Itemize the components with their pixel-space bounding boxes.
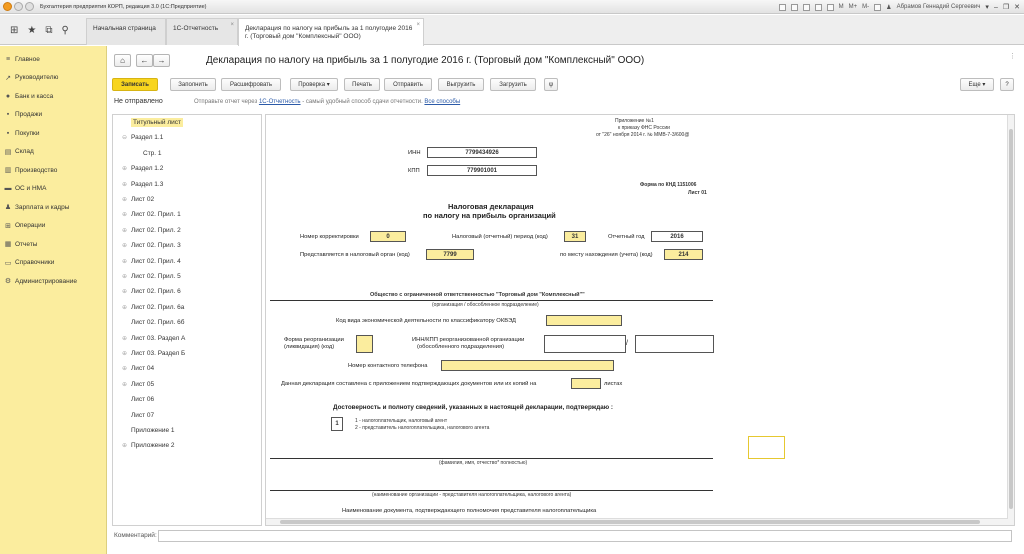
sidebar-item-label: Главное [15, 55, 40, 63]
book-icon: ▭ [4, 259, 12, 267]
sidebar-item-label: Зарплата и кадры [15, 203, 70, 211]
sidebar-item-main[interactable] [0, 50, 106, 69]
pages-label: листах [604, 381, 623, 387]
window-title-bar [0, 0, 1024, 14]
expand-icon[interactable]: ⊕ [122, 443, 128, 450]
reorg-inn-label: ИНН/КПП реорганизованной организации [412, 337, 525, 343]
toolbar-icon[interactable] [791, 4, 798, 11]
user-icon: ♟ [886, 4, 892, 11]
confirm-title: Достоверность и полноту сведений, указанных в настоящей декларации, подтверждаю : [333, 404, 613, 411]
apps-grid-icon[interactable]: ⊞ [10, 24, 19, 36]
tree-node-label: Лист 02. Прил. 6 [131, 288, 181, 296]
operations-icon: ⊞ [5, 222, 11, 230]
user-name[interactable]: Абрамов Геннадий Сергеевич [896, 4, 981, 10]
okved-label: Код вида экономической деятельности по классификатору ОКВЭД [336, 318, 516, 324]
tree-node[interactable] [122, 181, 163, 193]
more-options-icon[interactable]: ⋮ [1009, 53, 1016, 60]
expand-icon[interactable]: ⊕ [122, 381, 128, 388]
inn-field[interactable]: 7799434926 [427, 147, 537, 158]
cart-icon: ▪ [6, 129, 10, 137]
factory-icon: ▥ [4, 167, 12, 175]
tree-node-label: Лист 02. Прил. 2 [131, 226, 181, 234]
tree-node-label: Титульный лист [133, 119, 182, 126]
tree-node[interactable] [122, 335, 185, 347]
tree-node[interactable] [122, 365, 154, 377]
tree-node-label: Лист 07 [131, 411, 155, 419]
coin-icon: ● [5, 92, 11, 100]
tree-node-label: Лист 03. Раздел А [131, 334, 186, 342]
appendix-label: от "26" ноября 2014 г. № ММВ-7-3/600@ [596, 132, 690, 138]
help-button[interactable]: ? [1000, 78, 1014, 91]
expand-icon[interactable]: ⊕ [122, 274, 128, 280]
sidebar-item-label: Покупки [15, 129, 40, 137]
appendix-label: к приказу ФНС России [618, 125, 670, 131]
sidebar-item-label: Продажи [15, 111, 43, 119]
authority-label: Представляется в налоговый орган (код) [300, 252, 410, 258]
sidebar-item-director[interactable] [0, 69, 106, 88]
tree-node[interactable] [122, 288, 181, 300]
scroll-thumb[interactable] [280, 520, 980, 524]
phone-label: Номер контактного телефона [348, 363, 428, 369]
toolbar-icon[interactable] [803, 4, 810, 11]
tree-node-label: Лист 02. Прил. 5 [131, 273, 181, 280]
tree-node[interactable] [122, 165, 163, 177]
home-icon[interactable]: ⌂ [114, 54, 131, 67]
fio-underline [270, 458, 713, 459]
tab-label: 1С-Отчетность [173, 25, 219, 32]
signer-option: 1 - налогоплательщик, налоговый агент [355, 418, 448, 424]
close-tab-icon[interactable]: × [416, 22, 420, 28]
tree-node-label: Раздел 1.3 [131, 180, 164, 188]
memory-minus-button[interactable]: M- [862, 4, 870, 10]
expand-icon[interactable]: ⊕ [122, 304, 128, 311]
tree-node[interactable] [122, 258, 181, 270]
okved-field[interactable] [546, 315, 622, 326]
sidebar [0, 46, 107, 554]
check-button[interactable] [290, 78, 338, 91]
gear-icon: ⚙ [4, 278, 12, 286]
period-label: Налоговый (отчетный) период (код) [452, 234, 548, 240]
sidebar-item-assets[interactable] [0, 180, 106, 199]
reorg-label: (ликвидация) (код) [284, 344, 335, 350]
forward-arrow-icon[interactable]: → [153, 54, 170, 67]
reorg-inn-field[interactable] [544, 335, 626, 353]
send-button[interactable]: Отправить [384, 78, 432, 91]
tree-node-label: Лист 03. Раздел Б [131, 350, 186, 357]
expand-icon[interactable]: ⊕ [122, 258, 128, 265]
maximize-button[interactable]: ❐ [1002, 4, 1010, 11]
section-tree [112, 114, 262, 526]
tree-node[interactable] [122, 227, 181, 239]
sidebar-item-payroll[interactable] [0, 198, 106, 217]
barcode-placeholder [748, 436, 785, 459]
expand-icon[interactable]: ⊕ [122, 243, 128, 250]
form-header [108, 46, 1024, 94]
attach-icon[interactable]: ψ [544, 78, 558, 91]
reorg-label: Форма реорганизации [284, 337, 344, 343]
back-arrow-icon[interactable]: ← [136, 54, 153, 67]
print-button[interactable]: Печать [344, 78, 380, 91]
sidebar-item-label: Справочники [15, 259, 55, 267]
appendix-label: Приложение №1 [615, 118, 654, 124]
sidebar-item-label: Производство [15, 166, 58, 174]
favorites-star-icon[interactable]: ★ [27, 24, 37, 36]
tree-node[interactable] [122, 304, 184, 316]
sheet-number: Лист 01 [688, 190, 707, 196]
app-logo-icon[interactable] [3, 2, 12, 11]
collapse-icon[interactable]: ⊖ [122, 135, 128, 142]
sales-icon: ▪ [6, 111, 10, 119]
signer-option: 2 - представитель налогоплательщика, налогового агента [355, 425, 490, 431]
tree-node-label: Раздел 1.2 [131, 165, 164, 173]
expand-icon[interactable]: ⊕ [122, 181, 128, 188]
toolbar-icon[interactable] [827, 4, 834, 11]
hint-text: Отправьте отчет через [194, 99, 258, 105]
history-icon[interactable]: ⧉ [45, 24, 53, 36]
menu-chevron-icon[interactable]: ▾ [985, 4, 989, 11]
tab-declaration[interactable] [238, 18, 424, 46]
send-status-bar [108, 96, 1024, 109]
tree-node[interactable] [122, 134, 163, 146]
tree-node-label: Лист 02. Прил. 6б [131, 319, 185, 327]
tree-node[interactable] [122, 412, 154, 424]
period-field[interactable]: 31 [564, 231, 586, 242]
tree-node[interactable] [122, 427, 175, 439]
tree-node[interactable] [122, 350, 185, 362]
expand-icon[interactable]: ⊕ [122, 227, 128, 234]
expand-icon[interactable]: ⊕ [122, 166, 128, 173]
org-name[interactable]: Общество с ограниченной ответственностью "Торговый дом "Комплексный"" [370, 292, 585, 298]
tab-label: Декларация по налогу на прибыль за 1 полугодие 2016 г. (Торговый дом "Комплексный" ООО) [245, 25, 413, 40]
export-button[interactable]: Выгрузить [438, 78, 484, 91]
expand-icon[interactable]: ⊕ [122, 335, 128, 342]
declaration-document [265, 114, 1015, 526]
tree-node-label: Раздел 1.1 [131, 134, 164, 142]
sidebar-item-label: ОС и НМА [15, 185, 47, 193]
calendar-icon[interactable] [874, 4, 881, 11]
person-icon: ♟ [4, 204, 12, 212]
org-caption: (организация / обособленное подразделение) [432, 302, 539, 308]
scroll-thumb[interactable] [1009, 129, 1013, 509]
tree-node-label: Стр. 1 [143, 149, 162, 157]
signer-code-field[interactable]: 1 [331, 417, 343, 431]
send-hint [194, 99, 460, 105]
truck-icon: ▬ [4, 185, 12, 193]
memory-plus-button[interactable]: M+ [848, 4, 858, 10]
trend-icon: ↗ [5, 74, 11, 82]
authority-field[interactable]: 7799 [426, 249, 474, 260]
tab-label: Начальная страница [93, 25, 156, 32]
attachments-pages-field[interactable] [571, 378, 601, 389]
correction-label: Номер корректировки [300, 234, 359, 240]
chevron-down-icon: ▾ [325, 82, 330, 88]
reorg-kpp-field[interactable] [635, 335, 714, 353]
rep-underline [270, 490, 713, 491]
toolbar-icon[interactable] [779, 4, 786, 11]
sidebar-item-label: Администрирование [15, 277, 77, 285]
reorg-inn-label: (обособленного подразделения) [417, 344, 505, 350]
expand-icon[interactable]: ⊕ [122, 197, 128, 203]
page-title: Декларация по налогу на прибыль за 1 полугодие 2016 г. (Торговый дом "Комплексный" ООО) [206, 55, 645, 66]
check-label: Проверка [298, 81, 326, 88]
tree-node[interactable] [122, 119, 183, 131]
org-name-underline [270, 300, 713, 301]
tree-node[interactable] [122, 442, 175, 454]
toolbar-icon[interactable] [815, 4, 822, 11]
tab-bar [0, 15, 1024, 45]
location-label: по месту нахождения (учета) (код) [560, 252, 653, 258]
comment-label: Комментарий: [114, 532, 157, 539]
chart-icon: ▦ [4, 241, 12, 249]
tab-1c-reporting[interactable] [166, 18, 238, 45]
sidebar-item-operations[interactable] [0, 217, 106, 236]
sidebar-item-reports[interactable] [0, 235, 106, 254]
tree-node-label: Лист 02. Прил. 3 [131, 242, 181, 250]
send-status: Не отправлено [114, 98, 163, 105]
tree-node-label: Приложение 2 [131, 442, 175, 450]
import-button[interactable]: Загрузить [490, 78, 536, 91]
sidebar-item-catalogs[interactable] [0, 254, 106, 273]
decode-button[interactable]: Расшифровать [221, 78, 281, 91]
tree-node[interactable] [122, 196, 154, 208]
reporting-link[interactable]: 1С-Отчетность [258, 99, 301, 105]
tree-node[interactable] [122, 242, 181, 254]
tree-node[interactable] [122, 319, 184, 331]
tree-node-label: Лист 04 [131, 365, 155, 373]
form-code: Форма по КНД 1151006 [640, 182, 697, 188]
expand-icon[interactable]: ⊕ [122, 351, 128, 357]
menu-icon: ≡ [5, 55, 11, 63]
tree-node-label: Лист 02. Прил. 6а [131, 303, 185, 311]
more-label: Еще [968, 81, 981, 88]
sidebar-item-admin[interactable] [0, 272, 106, 291]
tree-node-label: Лист 02. Прил. 4 [131, 257, 181, 265]
tree-node-label: Лист 06 [131, 396, 155, 404]
chevron-down-icon: ▾ [980, 82, 986, 88]
inn-label: ИНН [408, 150, 421, 156]
expand-icon[interactable]: ⊕ [122, 212, 128, 219]
reorg-field[interactable] [356, 335, 373, 353]
tree-node-label: Лист 02. Прил. 1 [131, 211, 181, 219]
declaration-title: Налоговая декларация [448, 202, 534, 211]
memory-button[interactable]: M [838, 4, 844, 10]
sidebar-item-label: Руководителю [15, 74, 59, 82]
tree-node-label: Приложение 1 [131, 427, 175, 434]
rep-caption: (наименование организации - представителя налогоплательщика, налогового агента) [372, 492, 572, 498]
tree-node[interactable] [122, 211, 181, 223]
tree-node[interactable] [122, 273, 181, 285]
sidebar-item-label: Банк и касса [15, 92, 54, 100]
tree-node[interactable] [122, 381, 154, 393]
sidebar-item-label: Склад [15, 148, 34, 156]
all-methods-link[interactable]: Все способы [424, 99, 461, 105]
comment-input[interactable] [158, 530, 1012, 542]
phone-field[interactable] [441, 360, 614, 371]
expand-icon[interactable]: ⊕ [122, 289, 128, 296]
tab-home[interactable] [86, 18, 166, 45]
separator: / [626, 340, 628, 347]
location-field[interactable]: 214 [664, 249, 703, 260]
fio-caption: (фамилия, имя, отчество* полностью) [439, 460, 528, 466]
sidebar-item-label: Операции [15, 222, 46, 230]
close-button[interactable]: ✕ [1014, 4, 1020, 11]
declaration-subtitle: по налогу на прибыль организаций [423, 211, 556, 220]
horizontal-scrollbar[interactable] [266, 518, 1008, 525]
sidebar-item-sales[interactable] [0, 106, 106, 125]
doc-caption: Наименование документа, подтверждающего полномочия представителя налогоплательщика [342, 508, 597, 514]
kpp-label: КПП [408, 168, 420, 174]
app-title: Бухгалтерия предприятия КОРП, редакция 3.0 (1С:Предприятие) [40, 3, 207, 10]
forward-icon[interactable] [25, 2, 34, 11]
sidebar-item-production[interactable] [0, 161, 106, 180]
sidebar-item-purchases[interactable] [0, 124, 106, 143]
sidebar-item-warehouse[interactable] [0, 143, 106, 162]
tree-node[interactable] [122, 396, 154, 408]
minimize-button[interactable]: – [993, 3, 998, 11]
sidebar-item-label: Отчеты [15, 240, 38, 248]
kpp-field[interactable]: 779901001 [427, 165, 537, 176]
year-label: Отчетный год [608, 234, 645, 240]
sidebar-item-bank[interactable] [0, 87, 106, 106]
more-button[interactable] [960, 78, 994, 91]
tree-node-label: Лист 02 [131, 196, 155, 203]
hint-text: - самый удобный способ сдачи отчетности. [302, 99, 423, 105]
save-button[interactable]: Записать [112, 78, 158, 91]
search-icon[interactable]: ⚲ [61, 24, 69, 36]
year-field[interactable]: 2016 [651, 231, 703, 242]
vertical-scrollbar[interactable] [1007, 115, 1014, 526]
back-icon[interactable] [14, 2, 23, 11]
close-tab-icon[interactable]: × [230, 22, 234, 28]
tree-node-label: Лист 05 [131, 380, 155, 388]
comment-row [108, 529, 1024, 543]
warehouse-icon: ▤ [4, 148, 12, 156]
fill-button[interactable]: Заполнить [170, 78, 216, 91]
attachments-label: Данная декларация составлена с приложением подтверждающих документов или их копий на [281, 381, 537, 387]
tree-node[interactable] [134, 150, 162, 162]
expand-icon[interactable]: ⊕ [122, 366, 128, 373]
correction-field[interactable]: 0 [370, 231, 406, 242]
